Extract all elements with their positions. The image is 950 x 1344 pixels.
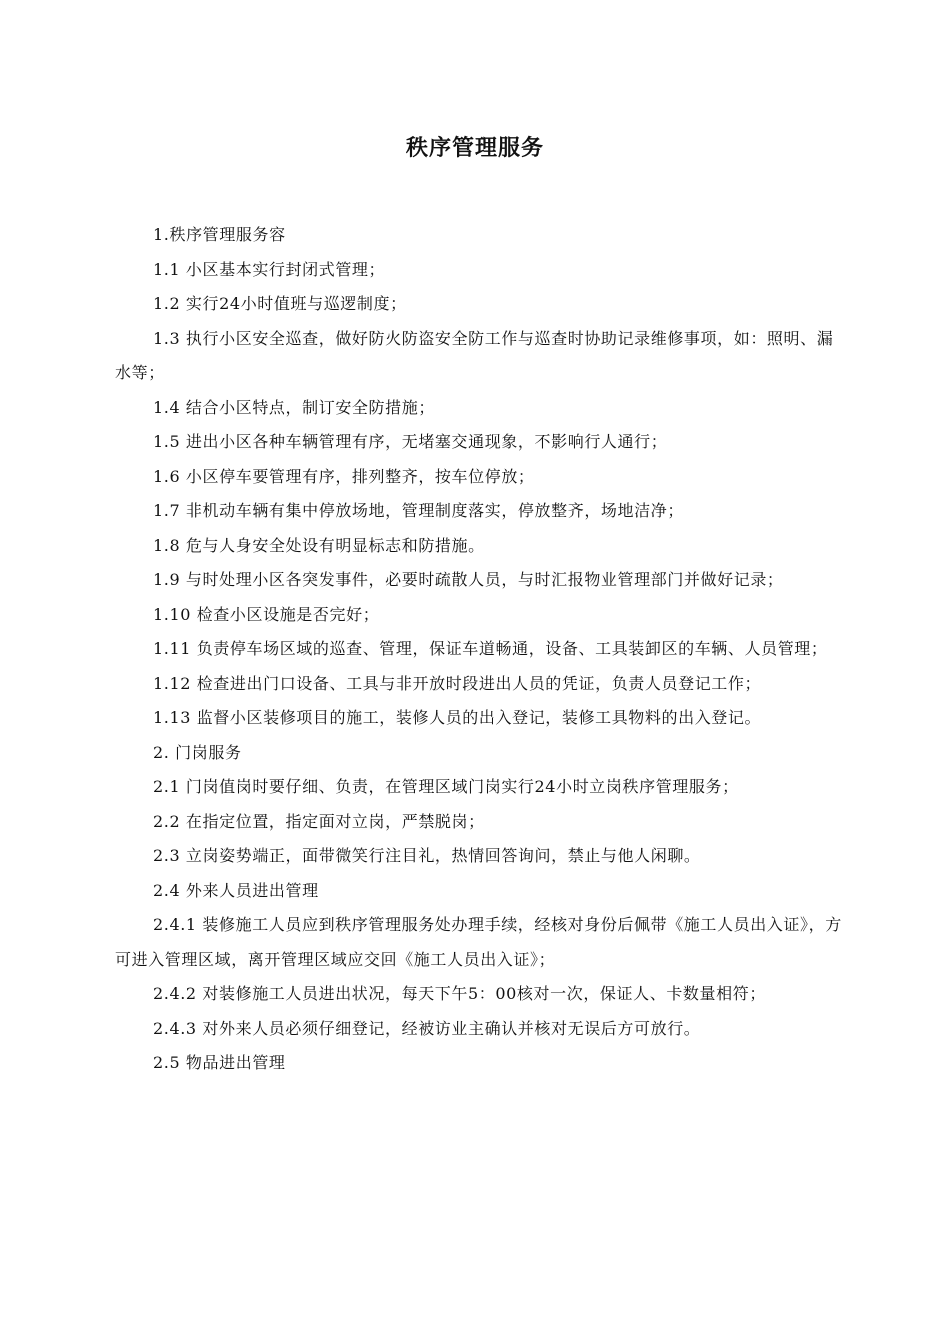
paragraph-1-6: 1.6 小区停车要管理有序，排列整齐，按车位停放； <box>153 466 535 486</box>
paragraph-1-8: 1.8 危与人身安全处设有明显标志和防措施。 <box>153 535 485 555</box>
paragraph-1-12: 1.12 检查进出门口设备、工具与非开放时段进出人员的凭证，负责人员登记工作； <box>153 673 762 693</box>
paragraph-1-1: 1.1 小区基本实行封闭式管理； <box>153 259 386 279</box>
paragraph-2: 2. 门岗服务 <box>153 742 242 762</box>
document-body <box>115 218 845 1081</box>
paragraph-2-1: 2.1 门岗值岗时要仔细、负责，在管理区域门岗实行24小时立岗秩序管理服务； <box>153 777 739 796</box>
paragraph-1-4: 1.4 结合小区特点，制订安全防措施； <box>153 397 435 417</box>
paragraph-2-2: 2.2 在指定位置，指定面对立岗，严禁脱岗； <box>153 811 485 831</box>
paragraph-2-4-2: 2.4.2 对装修施工人员进出状况，每天下午5：00核对一次，保证人、卡数量相符； <box>153 984 766 1003</box>
paragraph-1-5: 1.5 进出小区各种车辆管理有序，无堵塞交通现象，不影响行人通行； <box>153 432 668 451</box>
paragraph-2-5: 2.5 物品进出管理 <box>153 1053 286 1072</box>
paragraph-2-4-1: 2.4.1 装修施工人员应到秩序管理服务处办理手续，经核对身份后佩带《施工人员出入证》，方可进入管理区域，离开管理区域应交回《施工人员出入证》； <box>115 915 842 969</box>
paragraph-1-9: 1.9 与时处理小区各突发事件，必要时疏散人员，与时汇报物业管理部门并做好记录； <box>153 570 784 589</box>
paragraph-1-7: 1.7 非机动车辆有集中停放场地，管理制度落实，停放整齐，场地洁净； <box>153 501 684 520</box>
paragraph-1-13: 1.13 监督小区装修项目的施工，装修人员的出入登记，装修工具物料的出入登记。 <box>153 708 762 727</box>
paragraph-1-2: 1.2 实行24小时值班与巡逻制度； <box>153 294 407 313</box>
paragraph-1-10: 1.10 检查小区设施是否完好； <box>153 604 380 624</box>
paragraph-2-4: 2.4 外来人员进出管理 <box>153 880 319 900</box>
paragraph-1-3: 1.3 执行小区安全巡查，做好防火防盗安全防工作与巡查时协助记录维修事项，如：照明、漏水等； <box>115 328 834 382</box>
paragraph-2-3: 2.3 立岗姿势端正，面带微笑行注目礼，热情回答询问，禁止与他人闲聊。 <box>153 846 701 865</box>
paragraph-2-4-3: 2.4.3 对外来人员必须仔细登记，经被访业主确认并核对无误后方可放行。 <box>153 1018 701 1038</box>
document-title: 秩序管理服务 <box>405 136 544 161</box>
paragraph-1-11: 1.11 负责停车场区域的巡查、管理，保证车道畅通，设备、工具装卸区的车辆、人员管理； <box>153 639 828 658</box>
paragraph-1: 1.秩序管理服务容 <box>153 225 286 244</box>
